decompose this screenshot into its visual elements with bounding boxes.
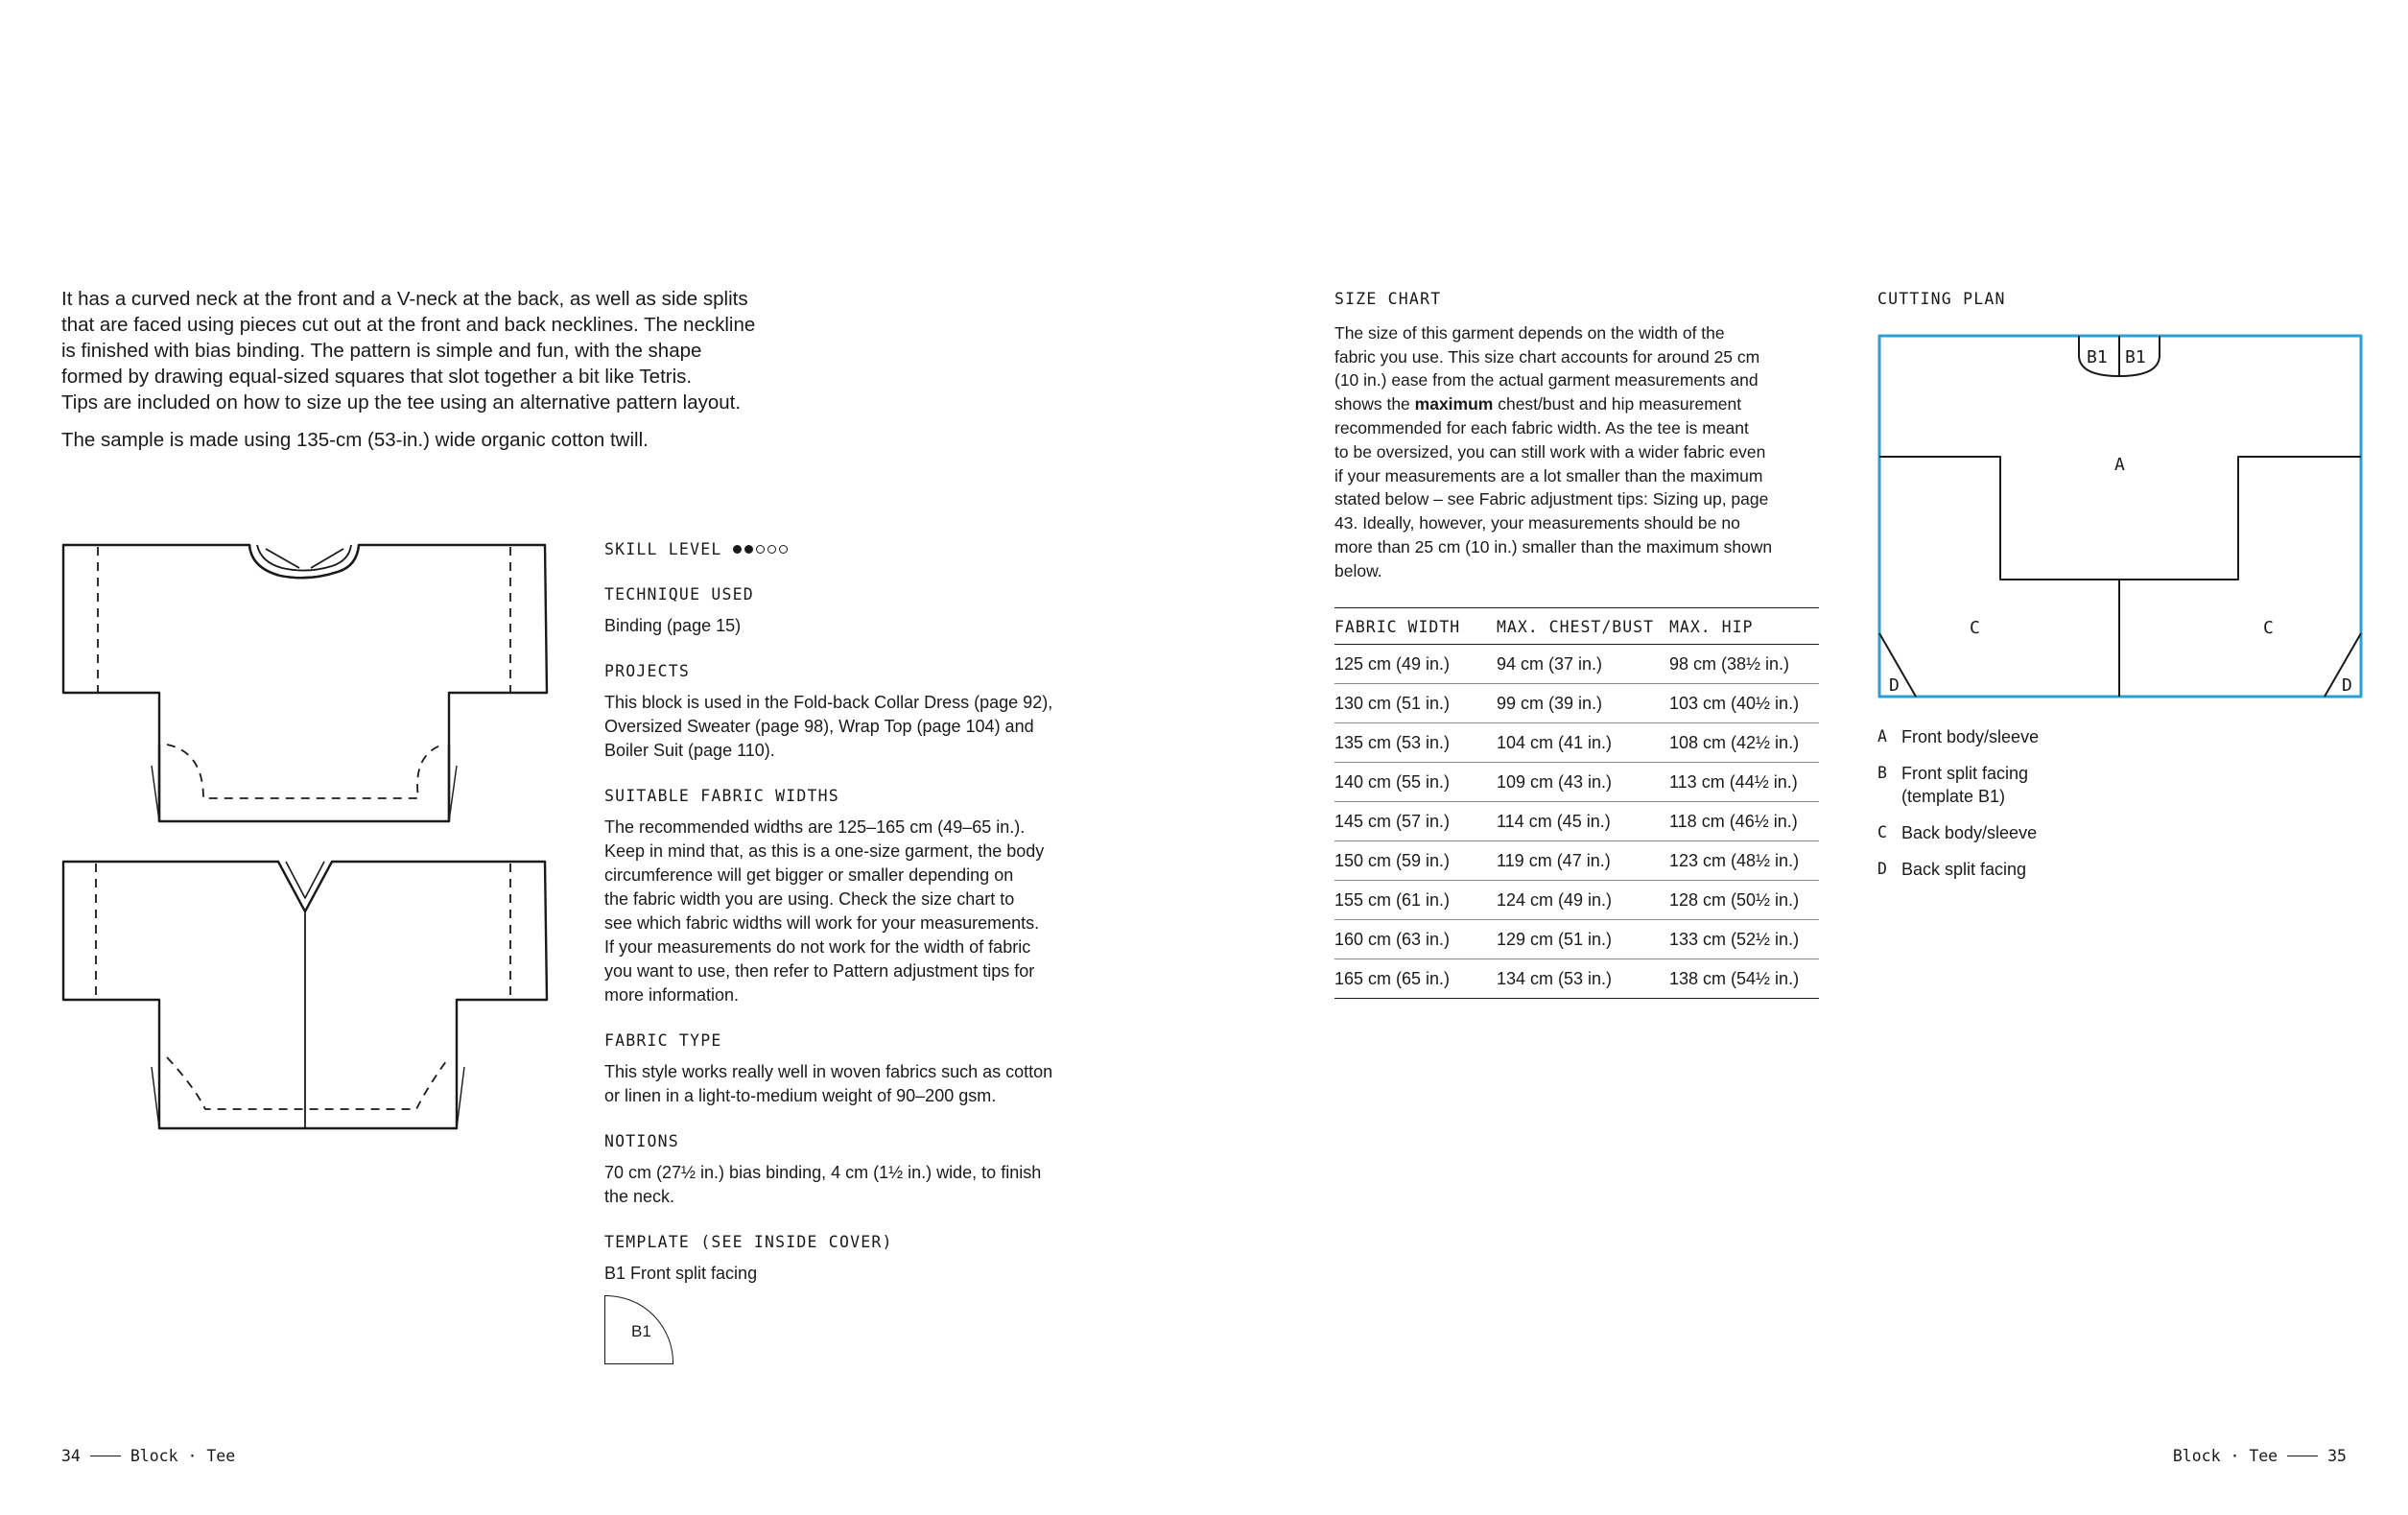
table-cell: 114 cm (45 in.) — [1497, 802, 1669, 841]
fabric-type-section — [604, 1029, 1103, 1108]
legend-text: Front split facing (template B1) — [1901, 764, 2029, 806]
label-b1-right: B1 — [2125, 347, 2146, 367]
table-cell: 160 cm (63 in.) — [1334, 920, 1497, 959]
size-chart-intro — [1334, 288, 1819, 583]
size-chart-title: SIZE CHART — [1334, 290, 1442, 308]
table-cell: 128 cm (50½ in.) — [1669, 881, 1819, 920]
front-tee-drawing — [59, 539, 558, 827]
template-title: TEMPLATE (SEE INSIDE COVER) — [604, 1233, 893, 1251]
fabric-widths-title: SUITABLE FABRIC WIDTHS — [604, 787, 839, 805]
notions-title: NOTIONS — [604, 1132, 679, 1150]
size-chart-line: (10 in.) ease from the actual garment measurements and — [1334, 370, 1759, 391]
table-cell: 155 cm (61 in.) — [1334, 881, 1497, 920]
column-header-max-chest: MAX. CHEST/BUST — [1497, 608, 1669, 645]
legend-item — [1877, 762, 2093, 808]
table-cell: 145 cm (57 in.) — [1334, 802, 1497, 841]
fabric-type-body — [604, 1060, 1103, 1108]
table-cell: 135 cm (53 in.) — [1334, 723, 1497, 763]
size-chart-header-row — [1334, 608, 1819, 645]
page-number-right: 35 — [2327, 1447, 2347, 1465]
size-chart-line: 43. Ideally, however, your measurements should be no — [1334, 513, 1740, 533]
fabric-widths-line: the fabric width you are using. Check the size chart to — [604, 889, 1015, 909]
table-cell: 119 cm (47 in.) — [1497, 841, 1669, 881]
legend-item — [1877, 725, 2093, 748]
table-cell: 124 cm (49 in.) — [1497, 881, 1669, 920]
intro-line: It has a curved neck at the front and a V-neck at the back, as well as side splits — [61, 288, 748, 310]
table-cell: 118 cm (46½ in.) — [1669, 802, 1819, 841]
table-cell: 125 cm (49 in.) — [1334, 645, 1497, 684]
table-cell: 123 cm (48½ in.) — [1669, 841, 1819, 881]
table-cell: 98 cm (38½ in.) — [1669, 645, 1819, 684]
fabric-widths-line: more information. — [604, 985, 740, 1005]
template-section — [604, 1230, 1103, 1364]
legend-text: Back body/sleeve — [1901, 823, 2038, 842]
template-shape-label: B1 — [631, 1322, 651, 1340]
size-chart-description — [1334, 321, 1819, 583]
back-tee-drawing — [59, 856, 558, 1144]
fabric-widths-line: If your measurements do not work for the width of fabric — [604, 937, 1031, 957]
cutting-plan-diagram — [1877, 334, 2365, 705]
legend-letter: A — [1877, 727, 1887, 746]
skill-level-title: SKILL LEVEL — [604, 540, 722, 558]
table-cell: 108 cm (42½ in.) — [1669, 723, 1819, 763]
technique-section — [604, 582, 1103, 638]
footer-left — [61, 1447, 235, 1465]
table-cell: 133 cm (52½ in.) — [1669, 920, 1819, 959]
size-chart-table — [1334, 607, 1819, 999]
legend-item — [1877, 858, 2093, 881]
size-chart-line: stated below – see Fabric adjustment tips: Sizing up, page — [1334, 489, 1769, 509]
details-column — [604, 537, 1103, 1385]
cutting-plan-title: CUTTING PLAN — [1877, 290, 2006, 308]
cutting-plan-legend — [1877, 725, 2093, 894]
projects-body — [604, 691, 1103, 763]
label-d-right: D — [2342, 675, 2352, 696]
fabric-widths-section — [604, 784, 1103, 1007]
technique-body: Binding (page 15) — [604, 616, 742, 635]
size-chart-line: if your measurements are a lot smaller than the maximum — [1334, 465, 1763, 485]
table-row — [1334, 920, 1819, 959]
label-c-left: C — [1970, 618, 1980, 638]
table-row — [1334, 645, 1819, 684]
fabric-type-title: FABRIC TYPE — [604, 1031, 722, 1050]
fabric-type-line: This style works really well in woven fabrics such as cotton — [604, 1062, 1053, 1081]
table-cell: 165 cm (65 in.) — [1334, 959, 1497, 999]
projects-title: PROJECTS — [604, 662, 691, 680]
table-cell: 103 cm (40½ in.) — [1669, 684, 1819, 723]
skill-level-section — [604, 537, 1103, 561]
table-cell: 130 cm (51 in.) — [1334, 684, 1497, 723]
label-c-right: C — [2263, 618, 2274, 638]
intro-text — [61, 286, 819, 464]
size-chart-line: more than 25 cm (10 in.) smaller than the maximum shown — [1334, 536, 1773, 556]
projects-section — [604, 659, 1103, 763]
template-body: B1 Front split facing — [604, 1264, 758, 1283]
table-row — [1334, 763, 1819, 802]
fabric-widths-line: circumference will get bigger or smaller depending on — [604, 865, 1014, 885]
table-cell: 140 cm (55 in.) — [1334, 763, 1497, 802]
legend-item — [1877, 821, 2093, 844]
intro-line: Tips are included on how to size up the tee using an alternative pattern layout. — [61, 391, 742, 414]
skill-level-rating — [733, 545, 788, 554]
legend-letter: B — [1877, 764, 1887, 782]
skill-dot-empty — [767, 545, 776, 554]
legend-letter: C — [1877, 823, 1887, 841]
table-cell: 94 cm (37 in.) — [1497, 645, 1669, 684]
size-chart-line: fabric you use. This size chart accounts for around 25 cm — [1334, 346, 1760, 367]
fabric-widths-line: The recommended widths are 125–165 cm (49–65 in.). — [604, 817, 1026, 837]
skill-dot-empty — [756, 545, 765, 554]
legend-text: Front body/sleeve — [1901, 727, 2040, 746]
fabric-widths-line: you want to use, then refer to Pattern adjustment tips for — [604, 961, 1035, 981]
footer-section-right: Block · Tee — [2172, 1447, 2278, 1465]
size-chart-line: The size of this garment depends on the width of the — [1334, 322, 1725, 343]
table-row — [1334, 841, 1819, 881]
notions-body — [604, 1161, 1103, 1209]
size-chart-line: below. — [1334, 560, 1382, 580]
table-cell: 109 cm (43 in.) — [1497, 763, 1669, 802]
page-number-left: 34 — [61, 1447, 81, 1465]
footer-right — [2173, 1447, 2347, 1465]
skill-dot-filled — [744, 545, 753, 554]
table-cell: 150 cm (59 in.) — [1334, 841, 1497, 881]
notions-section — [604, 1129, 1103, 1209]
intro-paragraph — [61, 286, 819, 415]
label-a: A — [2114, 455, 2125, 475]
column-header-max-hip: MAX. HIP — [1669, 608, 1819, 645]
notions-line: the neck. — [604, 1187, 675, 1206]
fabric-type-line: or linen in a light-to-medium weight of 90–200 gsm. — [604, 1086, 997, 1105]
size-chart-emphasis: maximum — [1414, 394, 1494, 414]
table-cell: 134 cm (53 in.) — [1497, 959, 1669, 999]
size-chart-line: chest/bust and hip measurement — [1493, 394, 1742, 414]
table-row — [1334, 802, 1819, 841]
size-chart-line: to be oversized, you can still work with a wider fabric even — [1334, 441, 1766, 462]
column-header-fabric-width: FABRIC WIDTH — [1334, 608, 1497, 645]
table-row — [1334, 684, 1819, 723]
table-row — [1334, 959, 1819, 999]
intro-line: formed by drawing equal-sized squares that slot together a bit like Tetris. — [61, 366, 693, 388]
skill-dot-filled — [733, 545, 742, 554]
table-cell: 113 cm (44½ in.) — [1669, 763, 1819, 802]
sample-note: The sample is made using 135-cm (53-in.) wide organic cotton twill. — [61, 429, 649, 451]
technique-title: TECHNIQUE USED — [604, 585, 754, 604]
fabric-widths-line: Keep in mind that, as this is a one-size garment, the body — [604, 841, 1045, 861]
size-chart-line: shows the — [1334, 394, 1415, 414]
table-row — [1334, 723, 1819, 763]
intro-line: is finished with bias binding. The pattern is simple and fun, with the shape — [61, 340, 702, 362]
projects-line: Oversized Sweater (page 98), Wrap Top (page 104) and — [604, 717, 1034, 736]
table-row — [1334, 881, 1819, 920]
projects-line: Boiler Suit (page 110). — [604, 741, 775, 760]
fabric-widths-line: see which fabric widths will work for your measurements. — [604, 913, 1040, 933]
template-b1-shape — [604, 1295, 673, 1364]
footer-section-left: Block · Tee — [130, 1447, 236, 1465]
table-cell: 99 cm (39 in.) — [1497, 684, 1669, 723]
piece-a-outline — [1879, 457, 2361, 580]
label-b1-left: B1 — [2087, 347, 2108, 367]
notions-line: 70 cm (27½ in.) bias binding, 4 cm (1½ in.) wide, to finish — [604, 1163, 1042, 1182]
table-cell: 104 cm (41 in.) — [1497, 723, 1669, 763]
fabric-widths-body — [604, 816, 1103, 1007]
table-cell: 129 cm (51 in.) — [1497, 920, 1669, 959]
legend-text: Back split facing — [1901, 860, 2027, 879]
table-cell: 138 cm (54½ in.) — [1669, 959, 1819, 999]
projects-line: This block is used in the Fold-back Collar Dress (page 92), — [604, 693, 1053, 712]
label-d-left: D — [1889, 675, 1900, 696]
legend-letter: D — [1877, 860, 1887, 878]
skill-dot-empty — [779, 545, 788, 554]
intro-line: that are faced using pieces cut out at the front and back necklines. The neckline — [61, 314, 756, 336]
size-chart-line: recommended for each fabric width. As the tee is meant — [1334, 417, 1749, 438]
